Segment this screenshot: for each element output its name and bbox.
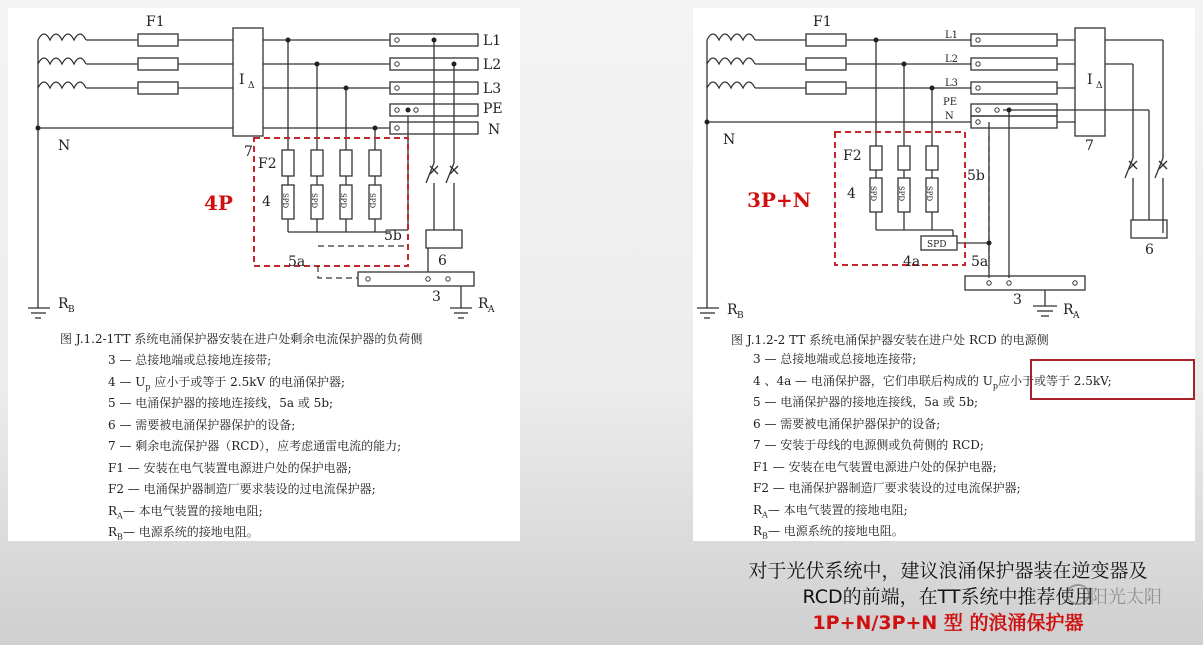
spd-label: SPD: [869, 186, 877, 202]
right-label-ia-sub: Δ: [1096, 81, 1103, 91]
right-label-l3: L3: [945, 78, 959, 89]
right-figure-panel: [693, 8, 1195, 541]
right-legend-item: 4 、4a — 电涌保护器，它们串联后构成的 $U_p$应小于或等于 2.5kV;: [753, 373, 1112, 390]
left-label-3: 3: [432, 289, 441, 305]
right-legend-item: 7 — 安装于母线的电源侧或负荷侧的 RCD;: [753, 438, 984, 452]
left-label-l2: L2: [483, 57, 502, 73]
left-badge-4p: 4P: [204, 191, 233, 215]
left-figure-panel: [8, 8, 520, 541]
left-label-n: N: [488, 122, 501, 138]
spd-label: SPD: [897, 186, 905, 202]
left-label-f1: F1: [146, 14, 165, 30]
right-label-5b: 5b: [967, 168, 985, 184]
left-spd-dashed-box: [254, 138, 408, 266]
left-legend-item: 6 — 需要被电涌保护器保护的设备;: [108, 417, 296, 432]
left-label-ia-sub: Δ: [248, 81, 255, 91]
right-label-rb-sub: B: [737, 311, 744, 321]
left-label-l3: L3: [483, 81, 502, 97]
left-label-rb: R: [58, 296, 69, 312]
right-legend-item: F2 — 电涌保护器制造厂要求装设的过电流保护器;: [753, 481, 1021, 495]
right-caption: 图 J.1.2-2 TT 系统电涌保护器安装在进户处 RCD 的电源侧: [731, 333, 1049, 347]
right-label-f1: F1: [813, 14, 832, 30]
spd-label: SPD: [925, 186, 933, 202]
left-legend-item: 5 — 电涌保护器的接地连接线，5a 或 5b;: [108, 396, 334, 410]
left-label-l1: L1: [483, 33, 502, 49]
left-label-5a: 5a: [288, 254, 306, 270]
right-legend-item: F1 — 安装在电气装置电源进户处的保护电器;: [753, 459, 997, 474]
right-legend-item: $R_B—$ 电源系统的接地电阻。: [753, 524, 904, 541]
recommendation-line-2: RCD的前端，在TT系统中推荐使用: [802, 586, 1094, 608]
left-legend: [108, 350, 401, 544]
right-label-ra-sub: A: [1073, 311, 1080, 321]
up-highlight-box: [1030, 359, 1195, 400]
right-legend-item: 3 — 总接地端或总接地连接带;: [753, 352, 917, 366]
left-label-rb-sub: B: [68, 305, 75, 315]
right-badge-3pn: 3P+N: [747, 188, 811, 212]
right-label-ra: R: [1063, 302, 1074, 318]
right-label-pe: PE: [943, 97, 958, 108]
spd-label: SPD: [368, 193, 376, 209]
right-label-f2: F2: [843, 148, 862, 164]
right-label-4: 4: [847, 186, 856, 202]
right-label-5a: 5a: [971, 254, 989, 270]
right-label-l2: L2: [945, 54, 959, 65]
left-label-5b: 5b: [384, 228, 402, 244]
right-legend-item: $R_A—$ 本电气装置的接地电阻;: [753, 502, 908, 519]
left-legend-item: 7 — 剩余电流保护器（RCD），应考虑通雷电流的能力;: [108, 439, 402, 453]
spd-label: SPD: [281, 193, 289, 209]
spd-label: SPD: [339, 193, 347, 209]
left-legend-item: $R_B—$ 电源系统的接地电阻。: [108, 525, 259, 542]
left-legend-item: 4 — $U_p$ 应小于或等于 2.5kV 的电涌保护器;: [108, 374, 346, 391]
right-label-n: N: [945, 111, 954, 122]
left-label-4: 4: [262, 194, 271, 210]
left-label-f2: F2: [258, 156, 277, 172]
left-label-ia: I: [239, 72, 245, 88]
spd-label: SPD: [310, 193, 318, 209]
left-label-pe: PE: [483, 101, 503, 117]
left-legend-item: 3 — 总接地端或总接地连接带;: [108, 353, 272, 367]
right-legend-item: 5 — 电涌保护器的接地连接线，5a 或 5b;: [753, 395, 979, 409]
left-label-6: 6: [438, 253, 447, 269]
left-legend-item: F1 — 安装在电气装置电源进户处的保护电器;: [108, 460, 352, 475]
right-label-7: 7: [1085, 138, 1094, 154]
wechat-icon: [1066, 584, 1090, 605]
right-label-6: 6: [1145, 242, 1154, 258]
left-label-ra-sub: A: [488, 305, 495, 315]
left-label-n-left: N: [58, 138, 71, 154]
right-label-4a: 4a: [903, 254, 921, 270]
recommendation-line-3: 1P+N/3P+N 型 的浪涌保护器: [812, 612, 1084, 634]
watermark-text: 阳光太阳: [1090, 587, 1162, 608]
left-legend-item: F2 — 电涌保护器制造厂要求装设的过电流保护器;: [108, 482, 376, 496]
left-legend-item: $R_A—$ 本电气装置的接地电阻;: [108, 503, 263, 520]
right-label-ia: I: [1087, 72, 1093, 88]
right-label-3: 3: [1013, 292, 1022, 308]
right-label-n-left: N: [723, 132, 736, 148]
left-label-7: 7: [244, 144, 253, 160]
right-label-rb: R: [727, 302, 738, 318]
left-caption: 图 J.1.2-1TT 系统电涌保护器安装在进户处剩余电流保护器的负荷侧: [60, 332, 423, 346]
right-spd-horizontal: SPD: [927, 240, 947, 250]
recommendation-line-1: 对于光伏系统中，建议浪涌保护器装在逆变器及: [748, 560, 1148, 582]
right-legend-item: 6 — 需要被电涌保护器保护的设备;: [753, 416, 941, 431]
left-label-ra: R: [478, 296, 489, 312]
right-label-l1: L1: [945, 30, 959, 41]
